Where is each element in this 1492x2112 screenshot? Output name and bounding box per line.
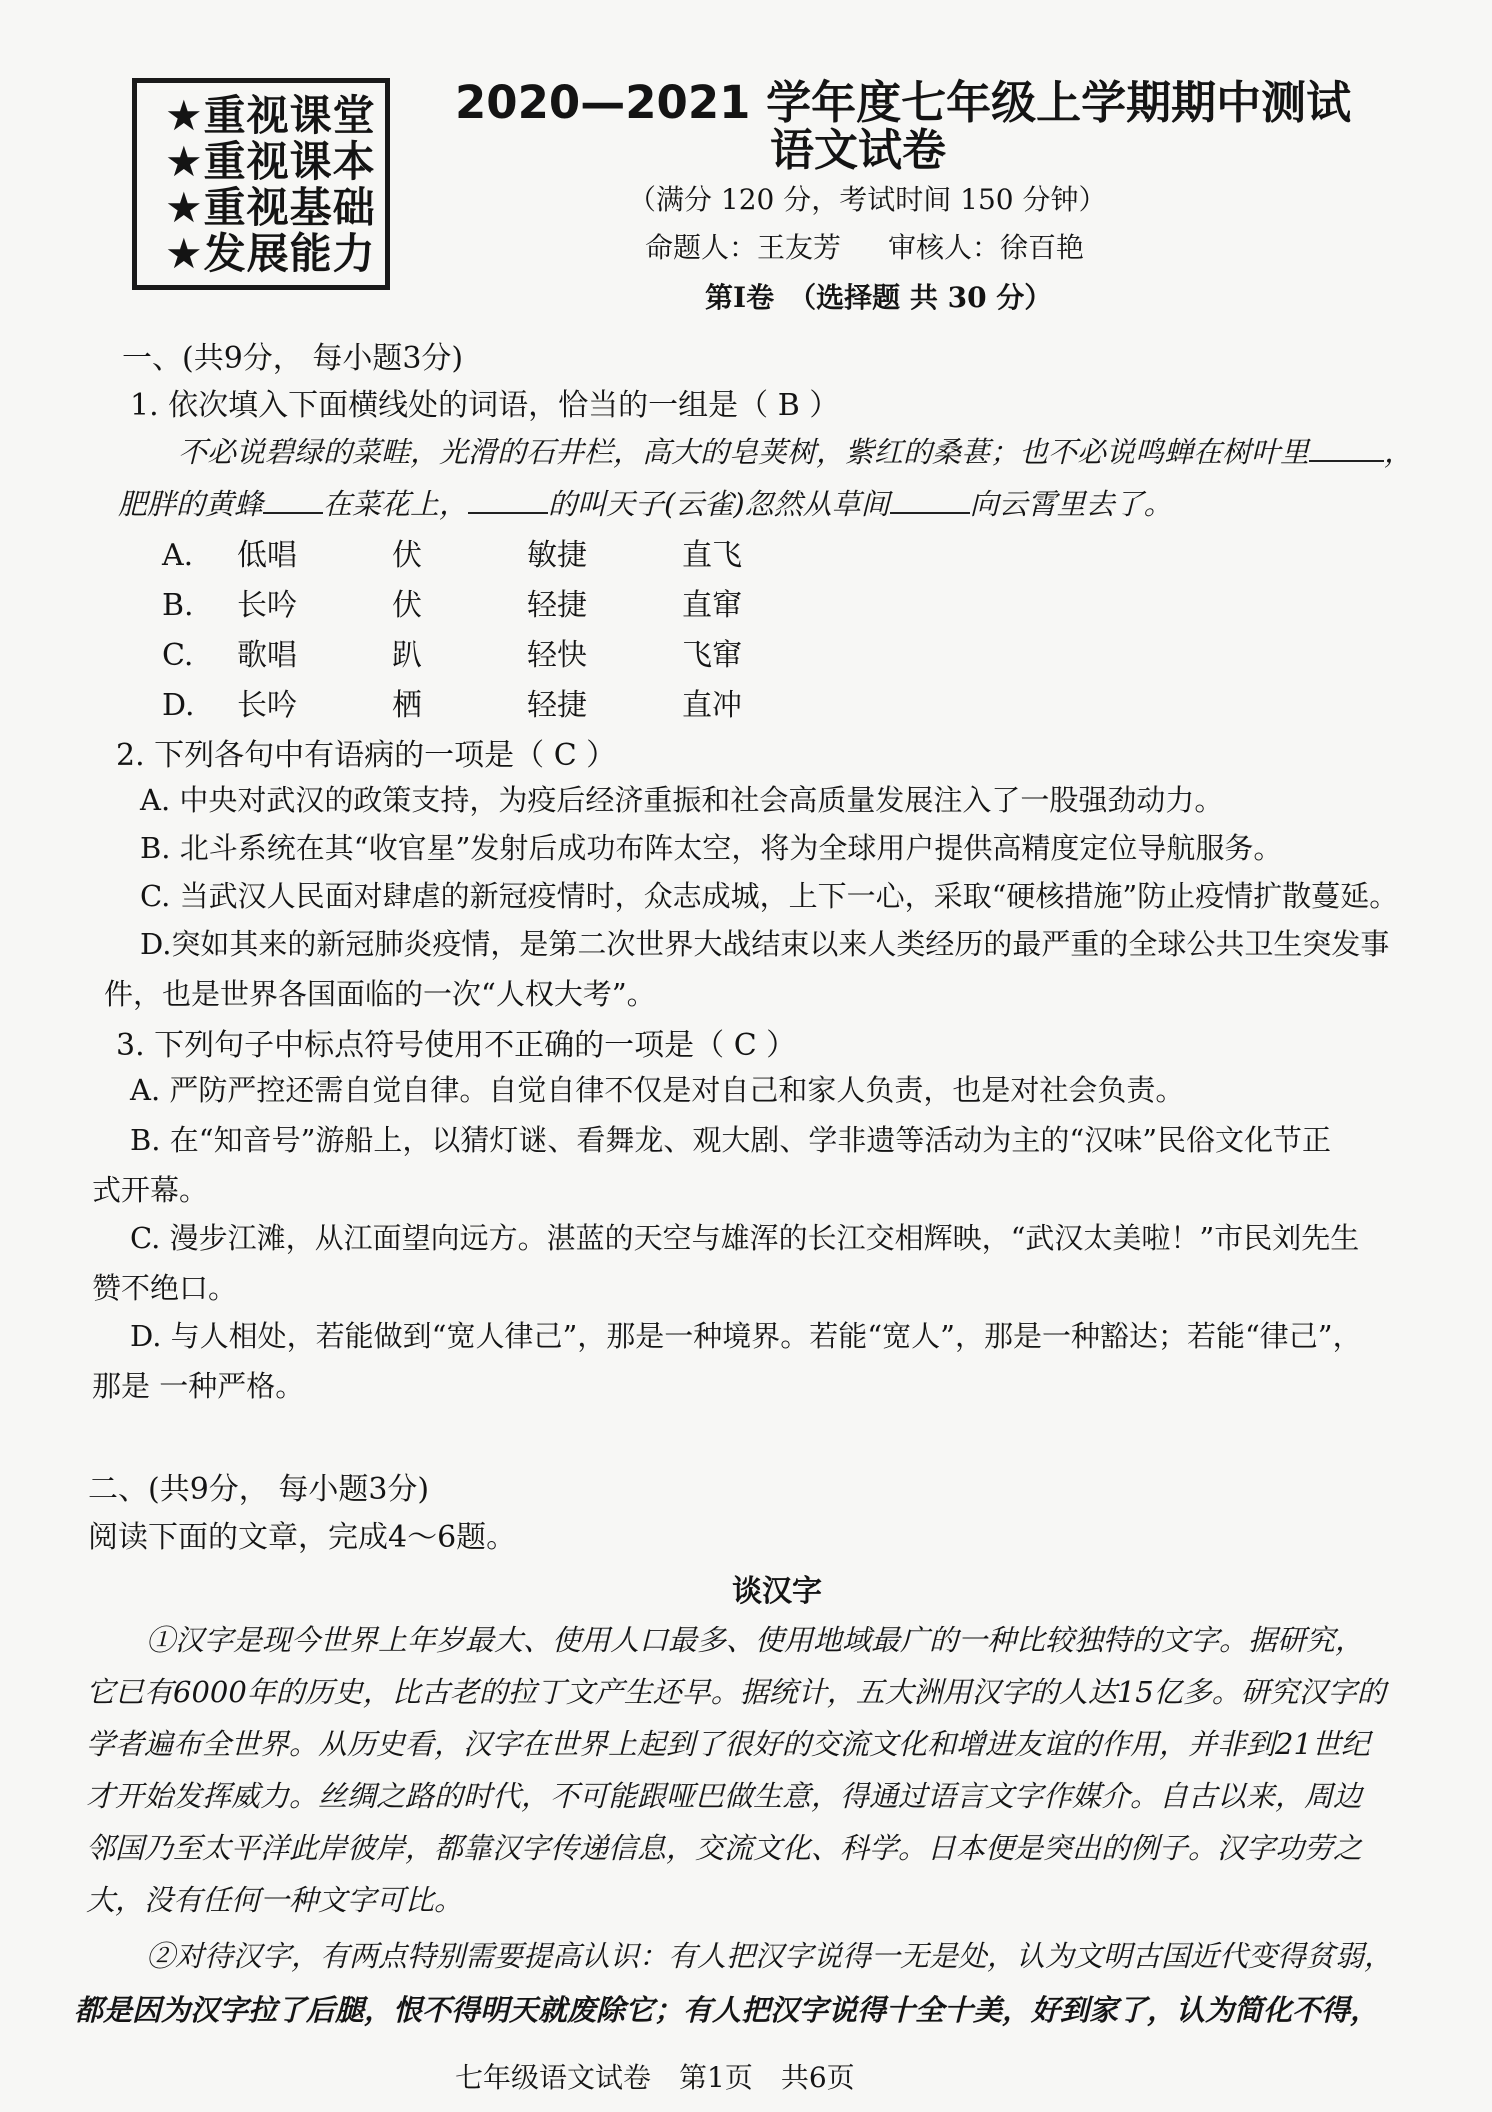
page-footer: 七年级语文试卷 第1页 共6页 — [455, 2061, 855, 2094]
motto-line-4: ★发展能力 — [165, 229, 376, 278]
q1-option-d: D. 长吟 栖 轻捷 直冲 — [162, 688, 742, 723]
blank-4 — [890, 486, 970, 514]
motto-line-3: ★重视基础 — [165, 183, 376, 232]
para1-line5: 邻国乃至太平洋此岸彼岸，都靠汉字传递信息，交流文化、科学。日本便是突出的例子。汉字功劳之 — [86, 1831, 1363, 1865]
q2-option-b: B. 北斗系统在其“收官星”发射后成功布阵太空，将为全球用户提供高精度定位导航服务。 — [140, 831, 1283, 865]
blank-3 — [468, 486, 548, 514]
q2-option-c: C. 当武汉人民面对肆虐的新冠疫情时，众志成城，上下一心，采取“硬核措施”防止疫情扩散蔓延。 — [140, 879, 1399, 913]
motto-line-1: ★重视课堂 — [165, 91, 376, 140]
para2-line1: ②对待汉字，有两点特别需要提高认识：有人把汉字说得一无是处，认为文明古国近代变得贫弱， — [146, 1939, 1394, 1973]
motto-line-2: ★重视课本 — [165, 137, 376, 186]
article-title: 谈汉字 — [732, 1574, 822, 1609]
q1-passage-line1: 不必说碧绿的菜畦，光滑的石井栏，高大的皂荚树，紫红的桑葚；也不必说鸣蝉在树叶里 ， — [178, 435, 1414, 469]
q3-option-c-line2: 赞不绝口。 — [92, 1271, 238, 1305]
exam-subtitle: 语文试卷 — [770, 125, 946, 176]
q1-passage-line2: 肥胖的黄蜂 在菜花上， 的叫天子(云雀)忽然从草间 向云霄里去了。 — [118, 487, 1173, 521]
q3-option-b-line2: 式开幕。 — [92, 1173, 209, 1207]
section2-heading: 二、(共9分， 每小题3分) — [88, 1472, 430, 1507]
q1-option-c: C. 歌唱 趴 轻快 飞窜 — [162, 638, 742, 673]
reviewer-label: 审核人：徐百艳 — [888, 231, 1085, 264]
q3-stem: 3. 下列句子中标点符号使用不正确的一项是（ C ） — [116, 1028, 797, 1063]
section2-instruction: 阅读下面的文章，完成4～6题。 — [88, 1520, 517, 1555]
q2-stem: 2. 下列各句中有语病的一项是（ C ） — [116, 738, 617, 773]
q1-option-a: A. 低唱 伏 敏捷 直飞 — [162, 538, 742, 573]
author-label: 命题人：王友芳 — [645, 231, 842, 264]
para1-line2: 它已有6000年的历史，比古老的拉丁文产生还早。据统计，五大洲用汉字的人达15亿多。研究汉字的 — [86, 1675, 1386, 1709]
para2-line2: 都是因为汉字拉了后腿，恨不得明天就废除它；有人把汉字说得十全十美，好到家了，认为简化不得， — [74, 1993, 1380, 2027]
exam-title: 2020—2021 学年度七年级上学期期中测试 — [455, 76, 1352, 129]
blank-2 — [263, 486, 323, 514]
q3-option-b-line1: B. 在“知音号”游船上，以猜灯谜、看舞龙、观大剧、学非遗等活动为主的“汉味”民俗文化节正 — [130, 1123, 1332, 1157]
score-time: （满分 120 分，考试时间 150 分钟） — [628, 183, 1107, 216]
blank-1 — [1309, 434, 1384, 462]
q2-option-a: A. 中央对武汉的政策支持，为疫后经济重振和社会高质量发展注入了一股强劲动力。 — [140, 783, 1224, 817]
volume-heading: 第Ⅰ卷 （选择题 共 30 分） — [705, 281, 1053, 314]
q2-option-d-line2: 件，也是世界各国面临的一次“人权大考”。 — [104, 977, 656, 1011]
q3-option-d-line2: 那是 一种严格。 — [92, 1369, 305, 1403]
para1-line4: 才开始发挥威力。丝绸之路的时代，不可能跟哑巴做生意，得通过语言文字作媒介。自古以来，周边 — [86, 1779, 1363, 1813]
q1-option-b: B. 长吟 伏 轻捷 直窜 — [162, 588, 742, 623]
para1-line1: ①汉字是现今世界上年岁最大、使用人口最多、使用地域最广的一种比较独特的文字。据研究， — [146, 1623, 1365, 1657]
section1-heading: 一、(共9分， 每小题3分) — [122, 341, 464, 376]
q1-passage-text: 不必说碧绿的菜畦，光滑的石井栏，高大的皂荚树，紫红的桑葚；也不必说鸣蝉在树叶里 — [178, 435, 1310, 469]
para1-line6: 大，没有任何一种文字可比。 — [86, 1883, 464, 1917]
para1-line3: 学者遍布全世界。从历史看，汉字在世界上起到了很好的交流文化和增进友谊的作用，并非到21世纪 — [86, 1727, 1370, 1761]
q3-option-c-line1: C. 漫步江滩，从江面望向远方。湛蓝的天空与雄浑的长江交相辉映，“武汉太美啦！”市民刘先生 — [130, 1221, 1360, 1255]
q2-option-d-line1: D.突如其来的新冠肺炎疫情，是第二次世界大战结束以来人类经历的最严重的全球公共卫生突发事 — [140, 927, 1390, 961]
q3-option-d-line1: D. 与人相处，若能做到“宽人律己”，那是一种境界。若能“宽人”，那是一种豁达；若能“律己”， — [130, 1319, 1362, 1353]
q1-stem: 1. 依次填入下面横线处的词语，恰当的一组是（ B ） — [130, 388, 840, 423]
motto-box — [132, 78, 390, 290]
q3-option-a: A. 严防严控还需自觉自律。自觉自律不仅是对自己和家人负责，也是对社会负责。 — [130, 1073, 1185, 1107]
